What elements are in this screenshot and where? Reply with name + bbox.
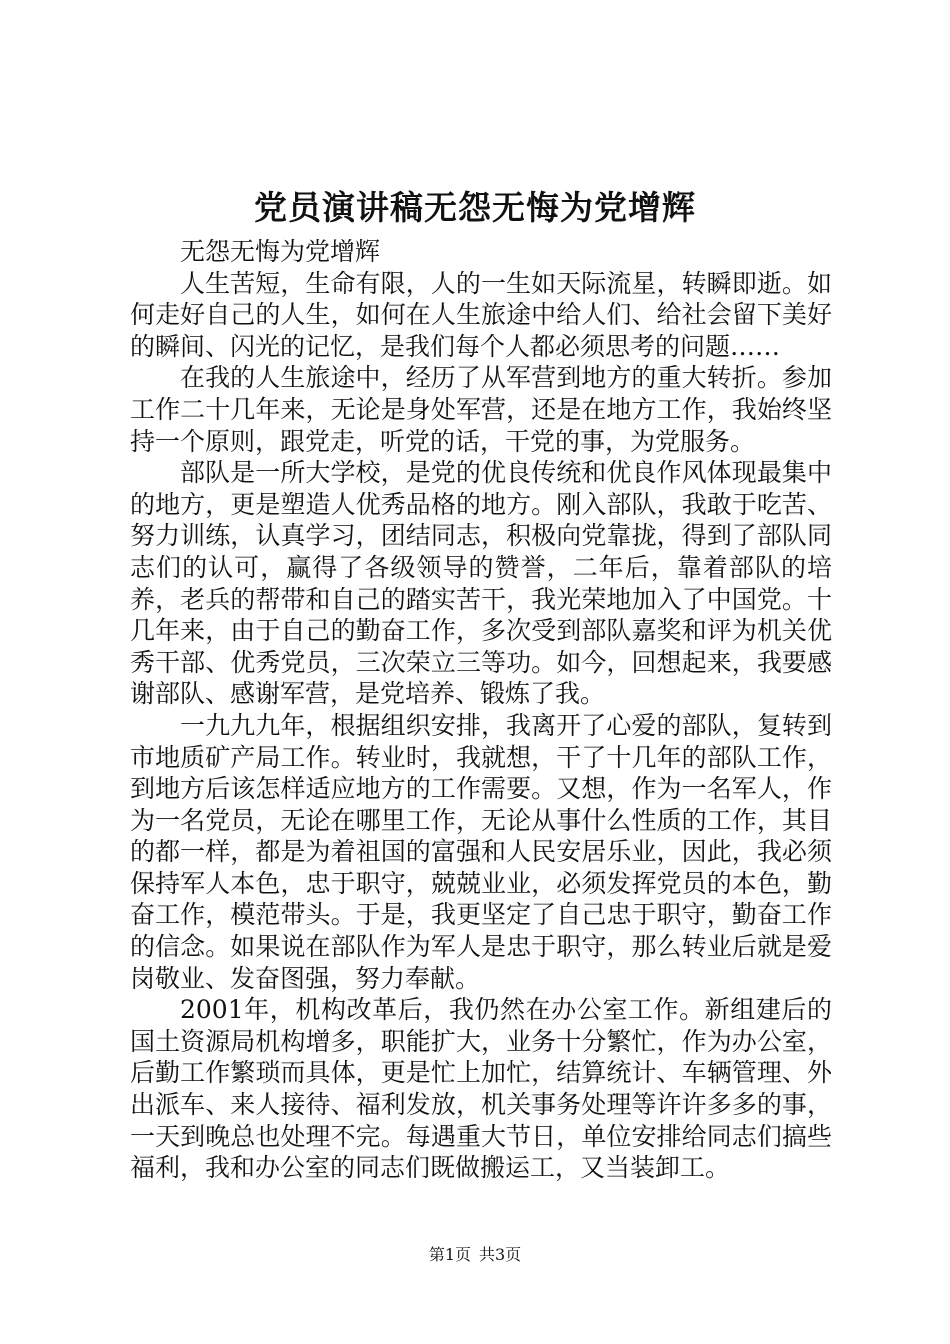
body-paragraph: 部队是一所大学校，是党的优良传统和优良作风体现最集中的地方，更是塑造人优秀品格的地方。刚入部队，我敢于吃苦、努力训练，认真学习，团结同志，积极向党靠拢，得到了部队同志们的认可，赢得了各级领导的赞誉，二年后，靠着部队的培养，老兵的帮带和自己的踏实苦干，我光荣地加入了中国党。十几年来，由于自己的勤奋工作，多次受到部队嘉奖和评为机关优秀干部、优秀党员，三次荣立三等功。如今，回想起来，我要感谢部队、感谢军营，是党培养、锻炼了我。: [130, 458, 832, 709]
body-paragraph: 2001年，机构改革后，我仍然在办公室工作。新组建后的国土资源局机构增多，职能扩大，业务十分繁忙，作为办公室，后勤工作繁琐而具体，更是忙上加忙，结算统计、车辆管理、外出派车、来人接待、福利发放，机关事务处理等许许多多的事，一天到晚总也处理不完。每遇重大节日，单位安排给同志们搞些福利，我和办公室的同志们既做搬运工，又当装卸工。: [130, 995, 832, 1183]
body-paragraph: 人生苦短，生命有限，人的一生如天际流星，转瞬即逝。如何走好自己的人生，如何在人生旅途中给人们、给社会留下美好的瞬间、闪光的记忆，是我们每个人都必须思考的问题……: [130, 268, 832, 361]
page-total: 共3页: [479, 1245, 522, 1264]
body-paragraph: 一九九九年，根据组织安排，我离开了心爱的部队，复转到市地质矿产局工作。转业时，我就想，干了十几年的部队工作，到地方后该怎样适应地方的工作需要。又想，作为一名军人，作为一名党员，无论在哪里工作，无论从事什么性质的工作，其目的都一样，都是为着祖国的富强和人民安居乐业，因此，我必须保持军人本色，忠于职守，兢兢业业，必须发挥党员的本色，勤奋工作，模范带头。于是，我更坚定了自己忠于职守，勤奋工作的信念。如果说在部队作为军人是忠于职守，那么转业后就是爱岗敬业、发奋图强，努力奉献。: [130, 710, 832, 993]
page-number: 第1页: [428, 1245, 471, 1264]
page-footer: [0, 1244, 950, 1266]
document-body: [130, 236, 832, 1184]
document-title: 党员演讲稿无怨无悔为党增辉: [254, 188, 696, 227]
subtitle-paragraph: 无怨无悔为党增辉: [180, 237, 381, 266]
body-paragraph: 在我的人生旅途中，经历了从军营到地方的重大转折。参加工作二十几年来，无论是身处军营，还是在地方工作，我始终坚持一个原则，跟党走，听党的话，干党的事，为党服务。: [130, 363, 832, 456]
